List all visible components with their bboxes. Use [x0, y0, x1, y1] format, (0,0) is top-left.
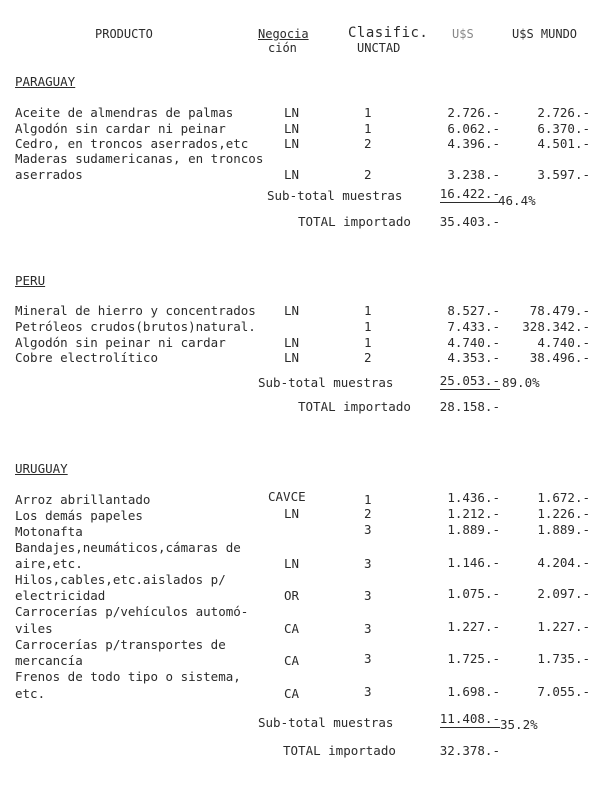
header-producto: PRODUCTO [95, 27, 153, 41]
header-clasific: Clasific. [348, 25, 429, 41]
row-negociacion: LN [284, 167, 300, 182]
row-us: 2.726.- [447, 105, 500, 120]
row-us-mundo: 1.735.- [537, 651, 590, 666]
row-product-cont: aserrados [15, 167, 83, 182]
total-label: TOTAL importado [298, 214, 411, 229]
row-us: 1.436.- [447, 490, 500, 505]
row-clasific: 2 [364, 136, 372, 151]
row-product: Frenos de todo tipo o sistema, [15, 669, 241, 684]
subtotal-pct: 46.4% [498, 193, 536, 208]
subtotal-label: Sub-total muestras [258, 715, 394, 730]
row-negociacion: LN [284, 303, 300, 318]
row-clasific: 2 [364, 350, 372, 365]
row-product-cont: viles [15, 621, 53, 636]
row-us: 7.433.- [447, 319, 500, 334]
row-product: Cedro, en troncos aserrados,etc [15, 136, 249, 151]
row-product: Maderas sudamericanas, en troncos [15, 151, 264, 166]
row-us: 1.146.- [447, 555, 500, 570]
row-negociacion: CAVCE [268, 489, 306, 504]
row-clasific: 1 [364, 303, 372, 318]
row-us: 1.227.- [447, 619, 500, 634]
row-clasific: 3 [364, 556, 372, 571]
subtotal-pct: 35.2% [500, 717, 538, 732]
row-us: 4.740.- [447, 335, 500, 350]
subtotal-label: Sub-total muestras [258, 375, 394, 390]
row-us-mundo: 1.227.- [537, 619, 590, 634]
header-unctad: UNCTAD [357, 41, 401, 55]
row-negociacion: LN [284, 105, 300, 120]
row-us: 8.527.- [447, 303, 500, 318]
header-us-mundo: U$S MUNDO [512, 27, 578, 41]
row-product: Algodón sin peinar ni cardar [15, 335, 226, 350]
row-us: 1.075.- [447, 586, 500, 601]
total-label: TOTAL importado [298, 399, 411, 414]
row-product: Aceite de almendras de palmas [15, 105, 234, 120]
header-us: U$S [452, 27, 474, 41]
row-product: Carrocerías p/transportes de [15, 637, 226, 652]
row-us-mundo: 1.226.- [537, 506, 590, 521]
row-us-mundo: 6.370.- [537, 121, 590, 136]
row-us-mundo: 2.726.- [537, 105, 590, 120]
subtotal-value: 25.053.- [439, 373, 500, 388]
row-product: Mineral de hierro y concentrados [15, 303, 256, 318]
row-us-mundo: 4.501.- [537, 136, 590, 151]
row-us-mundo: 4.204.- [537, 555, 590, 570]
row-us-mundo: 4.740.- [537, 335, 590, 350]
row-us: 3.238.- [447, 167, 500, 182]
country-paraguay: PARAGUAY [15, 74, 76, 89]
row-product: Algodón sin cardar ni peinar [15, 121, 226, 136]
row-product: Hilos,cables,etc.aislados p/ [15, 572, 226, 587]
header-negociacion-line2: ción [268, 41, 297, 55]
row-us-mundo: 7.055.- [537, 684, 590, 699]
row-clasific: 1 [364, 121, 372, 136]
header-negociacion-line1: Negocia [258, 27, 309, 41]
row-negociacion: LN [284, 136, 300, 151]
row-clasific: 3 [364, 522, 372, 537]
row-product-cont: electricidad [15, 588, 106, 603]
row-negociacion: LN [284, 121, 300, 136]
row-product: Petróleos crudos(brutos)natural. [15, 319, 256, 334]
row-us: 6.062.- [447, 121, 500, 136]
subtotal-pct: 89.0% [502, 375, 540, 390]
row-product: Los demás papeles [15, 508, 143, 523]
row-us-mundo: 2.097.- [537, 586, 590, 601]
row-us: 1.212.- [447, 506, 500, 521]
row-us-mundo: 78.479.- [529, 303, 590, 318]
total-value: 28.158.- [439, 399, 500, 414]
subtotal-label: Sub-total muestras [267, 188, 403, 203]
total-value: 32.378.- [439, 743, 500, 758]
row-negociacion: LN [284, 350, 300, 365]
subtotal-value: 16.422.- [439, 186, 500, 201]
row-clasific: 2 [364, 167, 372, 182]
row-negociacion: CA [284, 653, 300, 668]
row-clasific: 1 [364, 492, 372, 507]
row-clasific: 1 [364, 335, 372, 350]
row-us: 1.698.- [447, 684, 500, 699]
row-product: Arroz abrillantado [15, 492, 151, 507]
row-negociacion: LN [284, 335, 300, 350]
country-peru: PERU [15, 273, 46, 288]
row-negociacion: CA [284, 686, 300, 701]
row-clasific: 3 [364, 651, 372, 666]
row-negociacion: LN [284, 556, 300, 571]
row-product: Cobre electrolítico [15, 350, 158, 365]
row-clasific: 1 [364, 319, 372, 334]
row-clasific: 3 [364, 621, 372, 636]
row-negociacion: LN [284, 506, 300, 521]
total-value: 35.403.- [439, 214, 500, 229]
row-us: 4.396.- [447, 136, 500, 151]
row-clasific: 3 [364, 588, 372, 603]
row-clasific: 3 [364, 684, 372, 699]
country-uruguay: URUGUAY [15, 461, 68, 476]
row-negociacion: OR [284, 588, 300, 603]
row-product: Motonafta [15, 524, 83, 539]
row-clasific: 2 [364, 506, 372, 521]
row-us: 4.353.- [447, 350, 500, 365]
row-product: Bandajes,neumáticos,cámaras de [15, 540, 241, 555]
row-product: Carrocerías p/vehículos automó- [15, 604, 249, 619]
row-us-mundo: 1.889.- [537, 522, 590, 537]
total-label: TOTAL importado [283, 743, 396, 758]
row-product-cont: etc. [15, 686, 46, 701]
row-us-mundo: 1.672.- [537, 490, 590, 505]
subtotal-value: 11.408.- [439, 711, 500, 726]
row-us-mundo: 38.496.- [529, 350, 590, 365]
row-us-mundo: 328.342.- [522, 319, 590, 334]
row-clasific: 1 [364, 105, 372, 120]
row-product-cont: aire,etc. [15, 556, 83, 571]
row-us-mundo: 3.597.- [537, 167, 590, 182]
row-negociacion: CA [284, 621, 300, 636]
row-us: 1.725.- [447, 651, 500, 666]
row-us: 1.889.- [447, 522, 500, 537]
row-product-cont: mercancía [15, 653, 83, 668]
